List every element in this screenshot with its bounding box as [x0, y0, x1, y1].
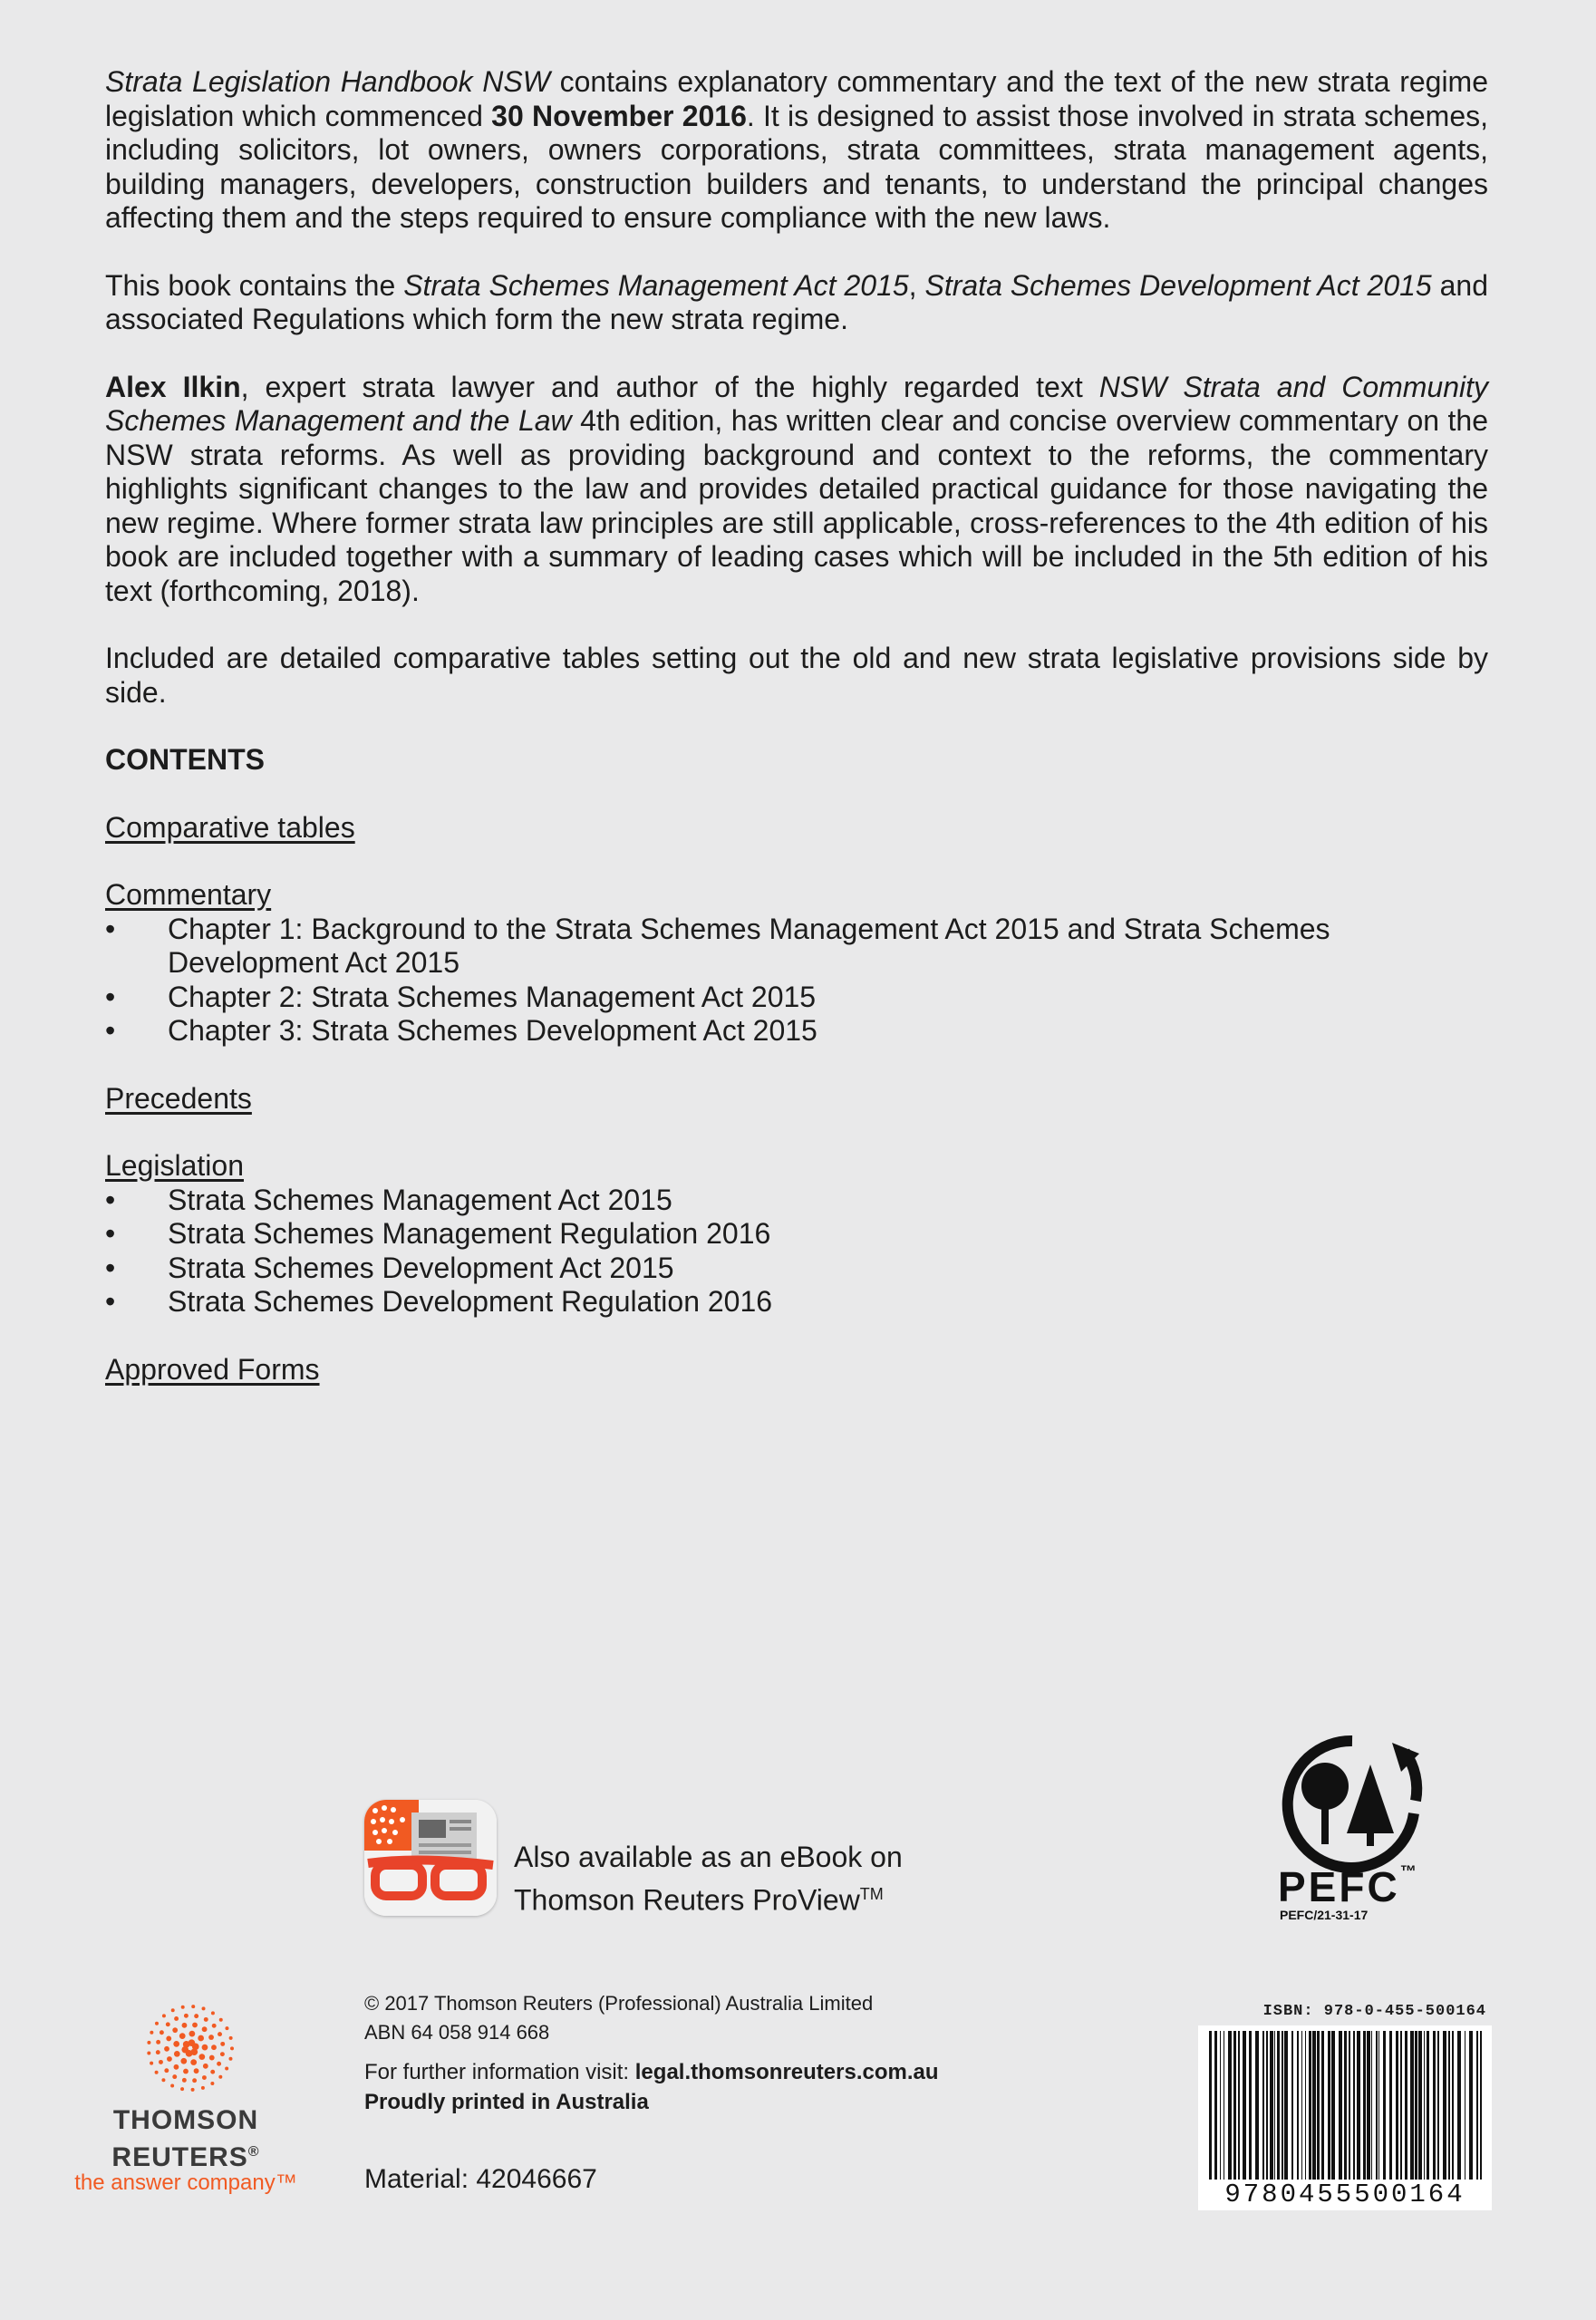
ebook-line1: Also available as an eBook on	[514, 1841, 903, 1873]
further-info-block	[364, 2057, 939, 2117]
author-text-a: , expert strata lawyer and author of the highly regarded text	[240, 370, 1099, 403]
toc-commentary: Commentary	[105, 878, 272, 911]
handbook-title: Strata Legislation Handbook NSW	[105, 65, 550, 98]
list-item: • Chapter 2: Strata Schemes Management Act 2015	[105, 981, 1488, 1015]
contents-heading: CONTENTS	[105, 743, 265, 776]
tr-name-reuters: REUTERS	[111, 2142, 248, 2172]
abn-line: ABN 64 058 914 668	[364, 2021, 550, 2044]
material-number: Material: 42046667	[364, 2164, 597, 2194]
legislation-list	[105, 1184, 1488, 1320]
copyright-line: © 2017 Thomson Reuters (Professional) Australia Limited	[364, 1992, 874, 2015]
proview-app-icon	[364, 1800, 497, 1916]
management-act-title: Strata Schemes Management Act 2015	[403, 268, 909, 302]
trademark-sup: TM	[859, 1885, 884, 1903]
copyright-block	[364, 1989, 873, 2047]
intro-text-a: contains explanatory commentary and the text of the new strata regime legislation which commenced	[105, 65, 1489, 132]
toc-legislation-section	[105, 1149, 1488, 1320]
author-paragraph	[105, 371, 1488, 609]
barcode-digits: 9780455500164	[1198, 2180, 1492, 2210]
list-item: • Chapter 3: Strata Schemes Development Act 2015	[105, 1014, 1488, 1049]
list-item: • Strata Schemes Development Act 2015	[105, 1252, 1488, 1286]
pefc-code: PEFC/21-31-17	[1280, 1908, 1369, 1922]
ebook-line2	[514, 1876, 903, 1919]
commencement-date: 30 November 2016	[491, 99, 747, 132]
contains-sep: ,	[908, 268, 925, 302]
contains-paragraph	[105, 269, 1488, 337]
ebook-availability	[514, 1839, 903, 1919]
tr-tagline: the answer company™	[74, 2170, 297, 2195]
author-book-title: NSW Strata and Community Schemes Management and the Law	[105, 370, 1489, 437]
toc-precedents: Precedents	[105, 1081, 252, 1115]
contains-text-a: This book contains the	[105, 268, 404, 302]
included-paragraph: Included are detailed comparative tables setting out the old and new strata legislative provisions side by side.	[105, 642, 1488, 709]
intro-text-b: . It is designed to assist those involved in strata schemes, including solicitors, lot owners, owners corporations, strata committees, strata management agents, building managers, developers, construction builders and tenants, to understand the principal changes affecting them and the steps required to ensure compliance with the new laws.	[105, 99, 1489, 234]
toc-approved-forms: Approved Forms	[105, 1352, 320, 1386]
back-cover-text	[105, 65, 1488, 1420]
contains-text-b: and associated Regulations which form the new strata regime.	[105, 268, 1489, 335]
toc-comparative-section	[105, 811, 1488, 846]
publisher-url[interactable]: legal.thomsonreuters.com.au	[634, 2060, 939, 2084]
further-info-line	[364, 2057, 939, 2087]
list-item: • Chapter 1: Background to the Strata Schemes Management Act 2015 and Strata Schemes Development Act 2015	[105, 913, 1488, 981]
toc-precedents-section	[105, 1082, 1488, 1116]
toc-comparative-tables: Comparative tables	[105, 810, 355, 844]
author-text-b: 4th edition, has written clear and concise overview commentary on the NSW strata reforms. As well as providing background and context to the reforms, the commentary highlights significant changes to the law and provides detailed practical guidance for those navigating the new regime. Where former strata law principles are still applicable, cross-references to the 4th edition of his book are included together with a summary of leading cases which will be included in the 5th edition of his text (forthcoming, 2018).	[105, 404, 1489, 607]
pefc-logo	[1269, 1726, 1439, 1926]
toc-legislation: Legislation	[105, 1149, 244, 1182]
tr-name-line2	[54, 2136, 317, 2173]
list-item: • Strata Schemes Development Regulation 2016	[105, 1285, 1488, 1320]
pefc-name	[1278, 1862, 1419, 1911]
proview-name: Thomson Reuters ProView	[514, 1883, 860, 1917]
toc-commentary-section	[105, 878, 1488, 1049]
isbn-label: ISBN: 978-0-455-500164	[1262, 2003, 1486, 2020]
printed-in-australia: Proudly printed in Australia	[364, 2090, 649, 2114]
isbn-barcode	[1198, 2025, 1492, 2199]
further-info-prefix: For further information visit:	[364, 2060, 635, 2084]
intro-paragraph	[105, 65, 1488, 236]
commentary-list	[105, 913, 1488, 1049]
tr-registered-mark: ®	[247, 2144, 260, 2160]
tr-dot-mark-icon	[54, 2003, 326, 2102]
pefc-tm: ™	[1399, 1862, 1419, 1880]
list-item: • Strata Schemes Management Regulation 2016	[105, 1217, 1488, 1252]
list-item: • Strata Schemes Management Act 2015	[105, 1184, 1488, 1218]
tr-wordmark	[54, 2104, 317, 2173]
toc-forms-section	[105, 1353, 1488, 1387]
author-name: Alex Ilkin	[105, 370, 241, 403]
tr-name-line1: THOMSON	[112, 2105, 259, 2135]
pefc-wordmark: PEFC	[1278, 1863, 1400, 1910]
development-act-title: Strata Schemes Development Act 2015	[924, 268, 1432, 302]
